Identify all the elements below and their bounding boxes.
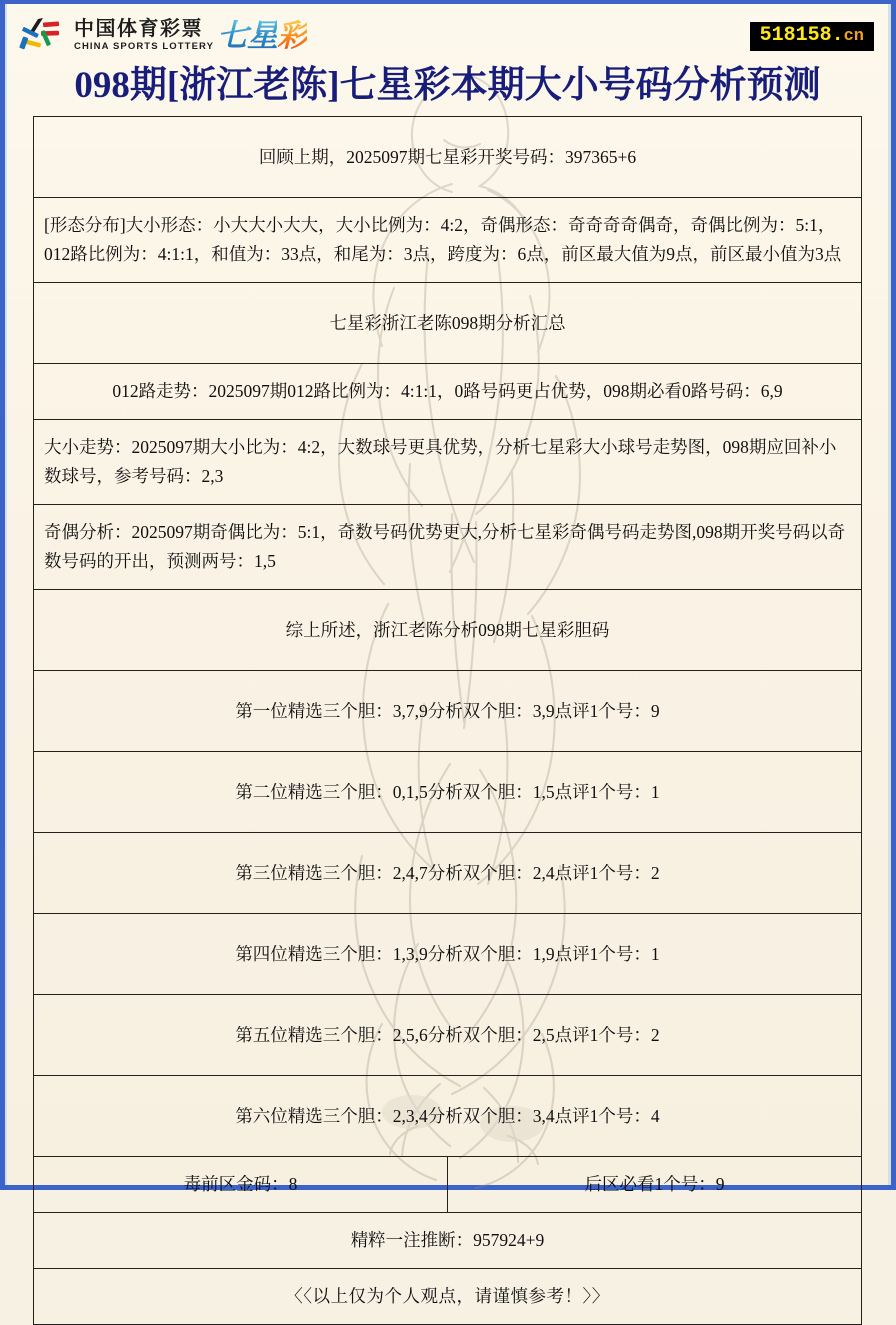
table-row-position-1 [34, 671, 862, 752]
trend-oddeven-cell: 奇偶分析：2025097期奇偶比为：5:1，奇数号码优势更大,分析七星彩奇偶号码走势图,098期开奖号码以奇数号码的开出，预测两号：1,5 [34, 505, 862, 590]
game-name-part2: 彩 [277, 18, 308, 53]
page-inner [5, 4, 891, 1306]
disclaimer-cell: 〈〈以上仅为个人观点，请谨慎参考！〉〉 [34, 1269, 862, 1325]
single-bet-cell: 精粹一注推断：957924+9 [34, 1213, 862, 1269]
analysis-table-wrapper [33, 116, 862, 1325]
brand-name-cn: 中国体育彩票 [74, 18, 203, 40]
table-row-single-bet [34, 1213, 862, 1269]
table-row-shape-distribution [34, 198, 862, 283]
game-name-part1: 七星 [217, 18, 278, 53]
table-row-position-4 [34, 914, 862, 995]
table-row-position-2 [34, 752, 862, 833]
brand-logo [21, 16, 307, 56]
table-row-review [34, 117, 862, 198]
site-domain-text: 518158. [759, 23, 844, 47]
conclusion-header-cell: 综上所述，浙江老陈分析098期七星彩胆码 [34, 590, 862, 671]
position-1-cell: 第一位精选三个胆：3,7,9分析双个胆：3,9点评1个号：9 [34, 671, 862, 752]
position-5-cell: 第五位精选三个胆：2,5,6分析双个胆：2,5点评1个号：2 [34, 995, 862, 1076]
table-row-disclaimer [34, 1269, 862, 1325]
table-row-conclusion-header [34, 590, 862, 671]
table-row-position-6 [34, 1076, 862, 1157]
table-row-trend-size [34, 420, 862, 505]
summary-header-cell: 七星彩浙江老陈098期分析汇总 [34, 283, 862, 364]
table-row-summary-header [34, 283, 862, 364]
table-row-gold-codes [34, 1157, 862, 1213]
front-gold-cell: 毒前区金码：8 [34, 1157, 448, 1213]
table-row-trend-012 [34, 364, 862, 420]
site-domain-badge[interactable] [750, 22, 874, 51]
page-title: 098期[浙江老陈]七星彩本期大小号码分析预测 [74, 65, 821, 106]
brand-name-en: CHINA SPORTS LOTTERY [74, 41, 215, 52]
position-4-cell: 第四位精选三个胆：1,3,9分析双个胆：1,9点评1个号：1 [34, 914, 862, 995]
game-name-logo [217, 19, 307, 53]
position-6-cell: 第六位精选三个胆：2,3,4分析双个胆：3,4点评1个号：4 [34, 1076, 862, 1157]
position-3-cell: 第三位精选三个胆：2,4,7分析双个胆：2,4点评1个号：2 [34, 833, 862, 914]
back-must-cell: 后区必看1个号：9 [448, 1157, 862, 1213]
china-sports-lottery-emblem-icon [21, 16, 67, 56]
shape-distribution-cell: [形态分布]大小形态：小大大小大大，大小比例为：4:2，奇偶形态：奇奇奇奇偶奇，奇偶比例为：5:1，012路比例为：4:1:1，和值为：33点，和尾为：3点，跨度为：6点，前区最大值为9点，前区最小值为3点 [34, 198, 862, 283]
site-tld-text: cn [843, 26, 864, 46]
brand-text-block [74, 19, 214, 53]
trend-size-cell: 大小走势：2025097期大小比为：4:2，大数球号更具优势，分析七星彩大小球号走势图，098期应回补小数球号，参考号码：2,3 [34, 420, 862, 505]
analysis-table [33, 116, 862, 1325]
table-row-trend-oddeven [34, 505, 862, 590]
table-row-position-3 [34, 833, 862, 914]
trend-012-cell: 012路走势：2025097期012路比例为：4:1:1，0路号码更占优势，098期必看0路号码：6,9 [34, 364, 862, 420]
review-cell: 回顾上期，2025097期七星彩开奖号码：397365+6 [34, 117, 862, 198]
position-2-cell: 第二位精选三个胆：0,1,5分析双个胆：1,5点评1个号：1 [34, 752, 862, 833]
site-header [7, 4, 888, 62]
table-row-position-5 [34, 995, 862, 1076]
